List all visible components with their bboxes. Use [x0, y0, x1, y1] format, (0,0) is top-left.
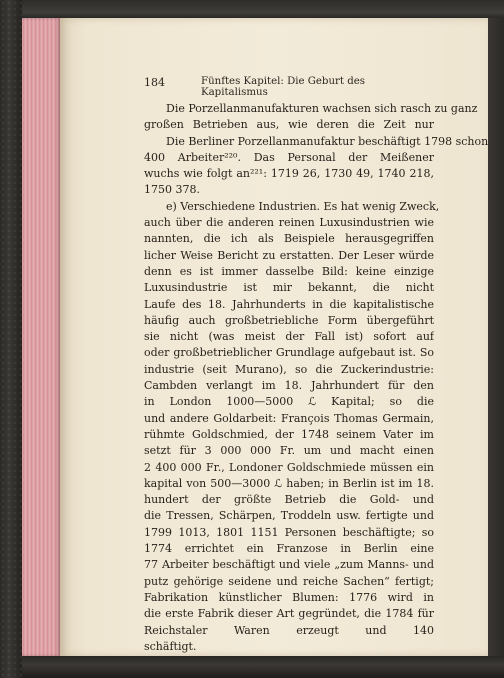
text-line: 2 400 000 Fr., Londoner Goldschmiede müssen ein	[144, 460, 434, 474]
text-line: 1774 errichtet ein Franzose in Berlin eine	[144, 542, 434, 556]
book-cover-right	[488, 18, 504, 656]
text-line: Die Berliner Porzellanmanufaktur beschäftigt 1798 schon	[166, 134, 489, 148]
text-line: 77 Arbeiter beschäftigt und viele „zum Manns- und	[144, 558, 434, 572]
text-line: die Tressen, Schärpen, Troddeln usw. fertigte und	[144, 509, 434, 523]
text-line: Fabrikation künstlicher Blumen: 1776 wird in	[144, 590, 434, 604]
page-number: 184	[144, 76, 165, 89]
text-line: rühmte Goldschmied, der 1748 seinem Vater im	[144, 427, 434, 441]
text-line: großen Betrieben aus, wie deren die Zeit nur	[144, 118, 434, 132]
text-line: 1750 378.	[144, 183, 200, 197]
text-line: auch über die anderen reinen Luxusindustrien wie	[144, 216, 434, 230]
text-line: und andere Goldarbeit: François Thomas Germain,	[144, 411, 434, 425]
text-line: setzt für 3 000 000 Fr. um und macht einen	[144, 444, 434, 458]
text-line: licher Weise Bericht zu erstatten. Der Leser würde	[144, 248, 434, 262]
text-line: oder großbetrieblicher Grundlage aufgebaut ist. So	[144, 346, 434, 360]
running-title: Fünftes Kapitel: Die Geburt des Kapitalismus	[201, 76, 365, 98]
text-line: putz gehörige seidene und reiche Sachen“ fertigt;	[144, 574, 434, 588]
running-header	[144, 76, 434, 98]
text-line: 400 Arbeiter²²⁰. Das Personal der Meißener	[144, 150, 434, 164]
text-line: die erste Fabrik dieser Art gegründet, die 1784 für	[144, 607, 434, 621]
book-cover-top	[22, 0, 504, 18]
text-line: Laufe des 18. Jahrhunderts in die kapitalistische	[144, 297, 434, 311]
text-line: kapital von 500—3000 ℒ haben; in Berlin ist im 18.	[144, 476, 434, 490]
text-line: in London 1000—5000 ℒ Kapital; so die	[144, 395, 434, 409]
body-text	[144, 101, 489, 655]
text-line: Cambden verlangt im 18. Jahrhundert für den	[144, 379, 434, 393]
page-edges	[22, 18, 60, 656]
text-line: sie nicht (was meist der Fall ist) sofort auf	[144, 330, 434, 344]
text-line: Luxusindustrie ist mir bekannt, die nicht	[144, 281, 434, 295]
text-line: nannten, die ich als Beispiele herausgegriffen	[144, 232, 434, 246]
text-line: schäftigt.	[144, 639, 197, 653]
book-cover-left	[0, 0, 22, 678]
text-line: denn es ist immer dasselbe Bild: keine einzige	[144, 264, 434, 278]
text-line: hundert der größte Betrieb die Gold- und	[144, 493, 434, 507]
text-line: 1799 1013, 1801 1151 Personen beschäftigte; so	[144, 525, 434, 539]
text-line: wuchs wie folgt an²²¹: 1719 26, 1730 49, 1740 218,	[144, 167, 434, 181]
text-line: häufig auch großbetriebliche Form übergeführt	[144, 313, 434, 327]
text-line: e) Verschiedene Industrien. Es hat wenig Zweck,	[166, 199, 440, 213]
book-cover-bottom	[22, 656, 504, 678]
text-line: industrie (seit Murano), so die Zuckerindustrie:	[144, 362, 434, 376]
text-line: Reichstaler Waren erzeugt und 140	[144, 623, 434, 637]
text-line: Die Porzellanmanufakturen wachsen sich rasch zu ganz	[166, 102, 478, 115]
